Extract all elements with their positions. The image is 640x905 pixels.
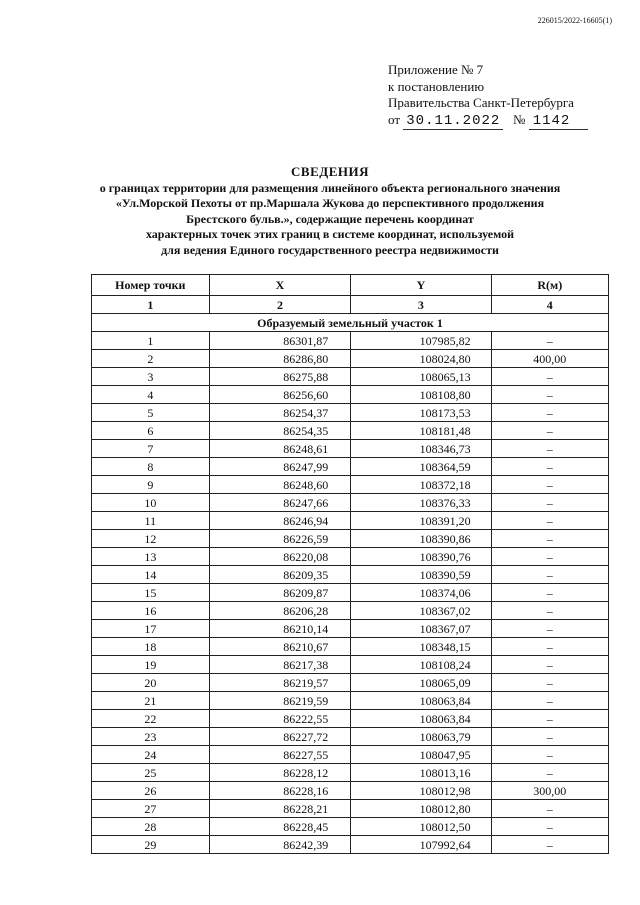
table-row bbox=[92, 404, 609, 422]
x-coordinate-cell: 86247,99 bbox=[209, 458, 351, 476]
column-number: 3 bbox=[351, 296, 491, 314]
x-coordinate-cell: 86220,08 bbox=[209, 548, 351, 566]
y-coordinate-cell: 108024,80 bbox=[351, 350, 491, 368]
x-coordinate-cell: 86256,60 bbox=[209, 386, 351, 404]
radius-cell: – bbox=[491, 440, 608, 458]
radius-cell: – bbox=[491, 656, 608, 674]
table-row bbox=[92, 368, 609, 386]
number-prefix: № bbox=[513, 111, 526, 127]
point-number-cell: 9 bbox=[92, 476, 210, 494]
point-number-cell: 1 bbox=[92, 332, 210, 350]
x-coordinate-cell: 86228,21 bbox=[209, 800, 351, 818]
x-coordinate-cell: 86286,80 bbox=[209, 350, 351, 368]
x-coordinate-cell: 86227,55 bbox=[209, 746, 351, 764]
heading-line-4: характерных точек этих границ в системе координат, используемой bbox=[145, 227, 515, 241]
point-number-cell: 18 bbox=[92, 638, 210, 656]
radius-cell: 300,00 bbox=[491, 782, 608, 800]
radius-cell: – bbox=[491, 836, 608, 854]
date-prefix: от bbox=[388, 111, 401, 127]
point-number-cell: 16 bbox=[92, 602, 210, 620]
point-number-cell: 12 bbox=[92, 530, 210, 548]
point-number-cell: 14 bbox=[92, 566, 210, 584]
radius-cell: – bbox=[491, 476, 608, 494]
point-number-cell: 8 bbox=[92, 458, 210, 476]
radius-cell: – bbox=[491, 512, 608, 530]
section-title: Образуемый земельный участок 1 bbox=[92, 314, 609, 332]
document-number: 226015/2022-16605(1) bbox=[537, 16, 612, 25]
radius-cell: – bbox=[491, 818, 608, 836]
x-coordinate-cell: 86228,12 bbox=[209, 764, 351, 782]
y-coordinate-cell: 108181,48 bbox=[351, 422, 491, 440]
table-row bbox=[92, 440, 609, 458]
radius-cell: – bbox=[491, 728, 608, 746]
appendix-title: Приложение № 7 bbox=[388, 62, 484, 77]
table-row bbox=[92, 746, 609, 764]
section-row bbox=[92, 314, 609, 332]
y-coordinate-cell: 108012,80 bbox=[351, 800, 491, 818]
x-coordinate-cell: 86228,45 bbox=[209, 818, 351, 836]
point-number-cell: 15 bbox=[92, 584, 210, 602]
radius-cell: – bbox=[491, 638, 608, 656]
y-coordinate-cell: 108374,06 bbox=[351, 584, 491, 602]
y-coordinate-cell: 108376,33 bbox=[351, 494, 491, 512]
table-row bbox=[92, 710, 609, 728]
heading-line-1: о границах территории для размещения линейного объекта регионального значения bbox=[99, 180, 561, 195]
table-row bbox=[92, 566, 609, 584]
radius-cell: – bbox=[491, 764, 608, 782]
x-coordinate-cell: 86217,38 bbox=[209, 656, 351, 674]
coordinates-table bbox=[91, 274, 609, 854]
table-row bbox=[92, 458, 609, 476]
x-coordinate-cell: 86209,87 bbox=[209, 584, 351, 602]
x-coordinate-cell: 86209,35 bbox=[209, 566, 351, 584]
table-row bbox=[92, 692, 609, 710]
point-number-cell: 13 bbox=[92, 548, 210, 566]
point-number-cell: 21 bbox=[92, 692, 210, 710]
y-coordinate-cell: 108372,18 bbox=[351, 476, 491, 494]
header-x: X bbox=[209, 275, 351, 296]
header-radius: R(м) bbox=[491, 275, 608, 296]
point-number-cell: 27 bbox=[92, 800, 210, 818]
heading-line-3: Брестского бульв.», содержащие перечень координат bbox=[186, 211, 474, 226]
y-coordinate-cell: 107992,64 bbox=[351, 836, 491, 854]
table-row bbox=[92, 530, 609, 548]
radius-cell: – bbox=[491, 458, 608, 476]
appendix-block bbox=[388, 62, 588, 130]
point-number-cell: 3 bbox=[92, 368, 210, 386]
y-coordinate-cell: 108047,95 bbox=[351, 746, 491, 764]
document-heading bbox=[70, 164, 590, 258]
y-coordinate-cell: 108108,80 bbox=[351, 386, 491, 404]
resolution-number: 1142 bbox=[529, 113, 589, 131]
radius-cell: – bbox=[491, 692, 608, 710]
y-coordinate-cell: 108012,98 bbox=[351, 782, 491, 800]
point-number-cell: 7 bbox=[92, 440, 210, 458]
y-coordinate-cell: 108390,76 bbox=[351, 548, 491, 566]
appendix-date-line bbox=[388, 112, 588, 131]
table-row bbox=[92, 332, 609, 350]
point-number-cell: 29 bbox=[92, 836, 210, 854]
radius-cell: – bbox=[491, 800, 608, 818]
point-number-cell: 2 bbox=[92, 350, 210, 368]
table-row bbox=[92, 512, 609, 530]
header-y: Y bbox=[351, 275, 491, 296]
point-number-cell: 4 bbox=[92, 386, 210, 404]
heading-title: СВЕДЕНИЯ bbox=[291, 164, 369, 179]
y-coordinate-cell: 108364,59 bbox=[351, 458, 491, 476]
table-row bbox=[92, 602, 609, 620]
column-number-row bbox=[92, 296, 609, 314]
point-number-cell: 23 bbox=[92, 728, 210, 746]
radius-cell: – bbox=[491, 548, 608, 566]
y-coordinate-cell: 108390,59 bbox=[351, 566, 491, 584]
y-coordinate-cell: 108108,24 bbox=[351, 656, 491, 674]
table-row bbox=[92, 764, 609, 782]
y-coordinate-cell: 108063,79 bbox=[351, 728, 491, 746]
x-coordinate-cell: 86226,59 bbox=[209, 530, 351, 548]
heading-line-5: для ведения Единого государственного реестра недвижимости bbox=[161, 242, 499, 257]
radius-cell: – bbox=[491, 584, 608, 602]
x-coordinate-cell: 86254,35 bbox=[209, 422, 351, 440]
radius-cell: – bbox=[491, 404, 608, 422]
column-number: 1 bbox=[92, 296, 210, 314]
heading-line-2: «Ул.Морской Пехоты от пр.Маршала Жукова до перспективного продолжения bbox=[115, 196, 545, 210]
y-coordinate-cell: 108346,73 bbox=[351, 440, 491, 458]
appendix-ref: к постановлению bbox=[388, 78, 485, 94]
radius-cell: – bbox=[491, 746, 608, 764]
y-coordinate-cell: 108065,13 bbox=[351, 368, 491, 386]
x-coordinate-cell: 86210,14 bbox=[209, 620, 351, 638]
point-number-cell: 22 bbox=[92, 710, 210, 728]
point-number-cell: 6 bbox=[92, 422, 210, 440]
resolution-date: 30.11.2022 bbox=[403, 113, 503, 131]
y-coordinate-cell: 108063,84 bbox=[351, 710, 491, 728]
point-number-cell: 11 bbox=[92, 512, 210, 530]
x-coordinate-cell: 86248,61 bbox=[209, 440, 351, 458]
point-number-cell: 5 bbox=[92, 404, 210, 422]
point-number-cell: 20 bbox=[92, 674, 210, 692]
table-row bbox=[92, 386, 609, 404]
table-row bbox=[92, 818, 609, 836]
appendix-authority: Правительства Санкт-Петербурга bbox=[388, 95, 574, 110]
x-coordinate-cell: 86246,94 bbox=[209, 512, 351, 530]
y-coordinate-cell: 107985,82 bbox=[351, 332, 491, 350]
column-number: 4 bbox=[491, 296, 608, 314]
point-number-cell: 26 bbox=[92, 782, 210, 800]
point-number-cell: 10 bbox=[92, 494, 210, 512]
y-coordinate-cell: 108367,02 bbox=[351, 602, 491, 620]
x-coordinate-cell: 86227,72 bbox=[209, 728, 351, 746]
y-coordinate-cell: 108013,16 bbox=[351, 764, 491, 782]
point-number-cell: 28 bbox=[92, 818, 210, 836]
table-row bbox=[92, 836, 609, 854]
table-row bbox=[92, 800, 609, 818]
table-row bbox=[92, 476, 609, 494]
x-coordinate-cell: 86301,87 bbox=[209, 332, 351, 350]
radius-cell: – bbox=[491, 602, 608, 620]
x-coordinate-cell: 86219,57 bbox=[209, 674, 351, 692]
point-number-cell: 19 bbox=[92, 656, 210, 674]
radius-cell: – bbox=[491, 386, 608, 404]
x-coordinate-cell: 86228,16 bbox=[209, 782, 351, 800]
x-coordinate-cell: 86247,66 bbox=[209, 494, 351, 512]
point-number-cell: 24 bbox=[92, 746, 210, 764]
table-row bbox=[92, 620, 609, 638]
radius-cell: – bbox=[491, 332, 608, 350]
y-coordinate-cell: 108367,07 bbox=[351, 620, 491, 638]
table-row bbox=[92, 494, 609, 512]
radius-cell: – bbox=[491, 422, 608, 440]
table-row bbox=[92, 674, 609, 692]
x-coordinate-cell: 86210,67 bbox=[209, 638, 351, 656]
table-row bbox=[92, 656, 609, 674]
y-coordinate-cell: 108390,86 bbox=[351, 530, 491, 548]
point-number-cell: 25 bbox=[92, 764, 210, 782]
x-coordinate-cell: 86254,37 bbox=[209, 404, 351, 422]
radius-cell: – bbox=[491, 674, 608, 692]
radius-cell: – bbox=[491, 566, 608, 584]
point-number-cell: 17 bbox=[92, 620, 210, 638]
radius-cell: – bbox=[491, 620, 608, 638]
radius-cell: – bbox=[491, 530, 608, 548]
table-row bbox=[92, 422, 609, 440]
header-point-number: Номер точки bbox=[92, 275, 210, 296]
table-row bbox=[92, 350, 609, 368]
table-body bbox=[92, 296, 609, 854]
x-coordinate-cell: 86275,88 bbox=[209, 368, 351, 386]
radius-cell: 400,00 bbox=[491, 350, 608, 368]
table-header-row bbox=[92, 275, 609, 296]
column-number: 2 bbox=[209, 296, 351, 314]
y-coordinate-cell: 108012,50 bbox=[351, 818, 491, 836]
y-coordinate-cell: 108065,09 bbox=[351, 674, 491, 692]
y-coordinate-cell: 108391,20 bbox=[351, 512, 491, 530]
radius-cell: – bbox=[491, 494, 608, 512]
y-coordinate-cell: 108173,53 bbox=[351, 404, 491, 422]
table-row bbox=[92, 782, 609, 800]
x-coordinate-cell: 86219,59 bbox=[209, 692, 351, 710]
table-row bbox=[92, 584, 609, 602]
radius-cell: – bbox=[491, 710, 608, 728]
x-coordinate-cell: 86206,28 bbox=[209, 602, 351, 620]
x-coordinate-cell: 86242,39 bbox=[209, 836, 351, 854]
x-coordinate-cell: 86248,60 bbox=[209, 476, 351, 494]
radius-cell: – bbox=[491, 368, 608, 386]
x-coordinate-cell: 86222,55 bbox=[209, 710, 351, 728]
y-coordinate-cell: 108063,84 bbox=[351, 692, 491, 710]
table-row bbox=[92, 548, 609, 566]
table-row bbox=[92, 728, 609, 746]
y-coordinate-cell: 108348,15 bbox=[351, 638, 491, 656]
table-row bbox=[92, 638, 609, 656]
